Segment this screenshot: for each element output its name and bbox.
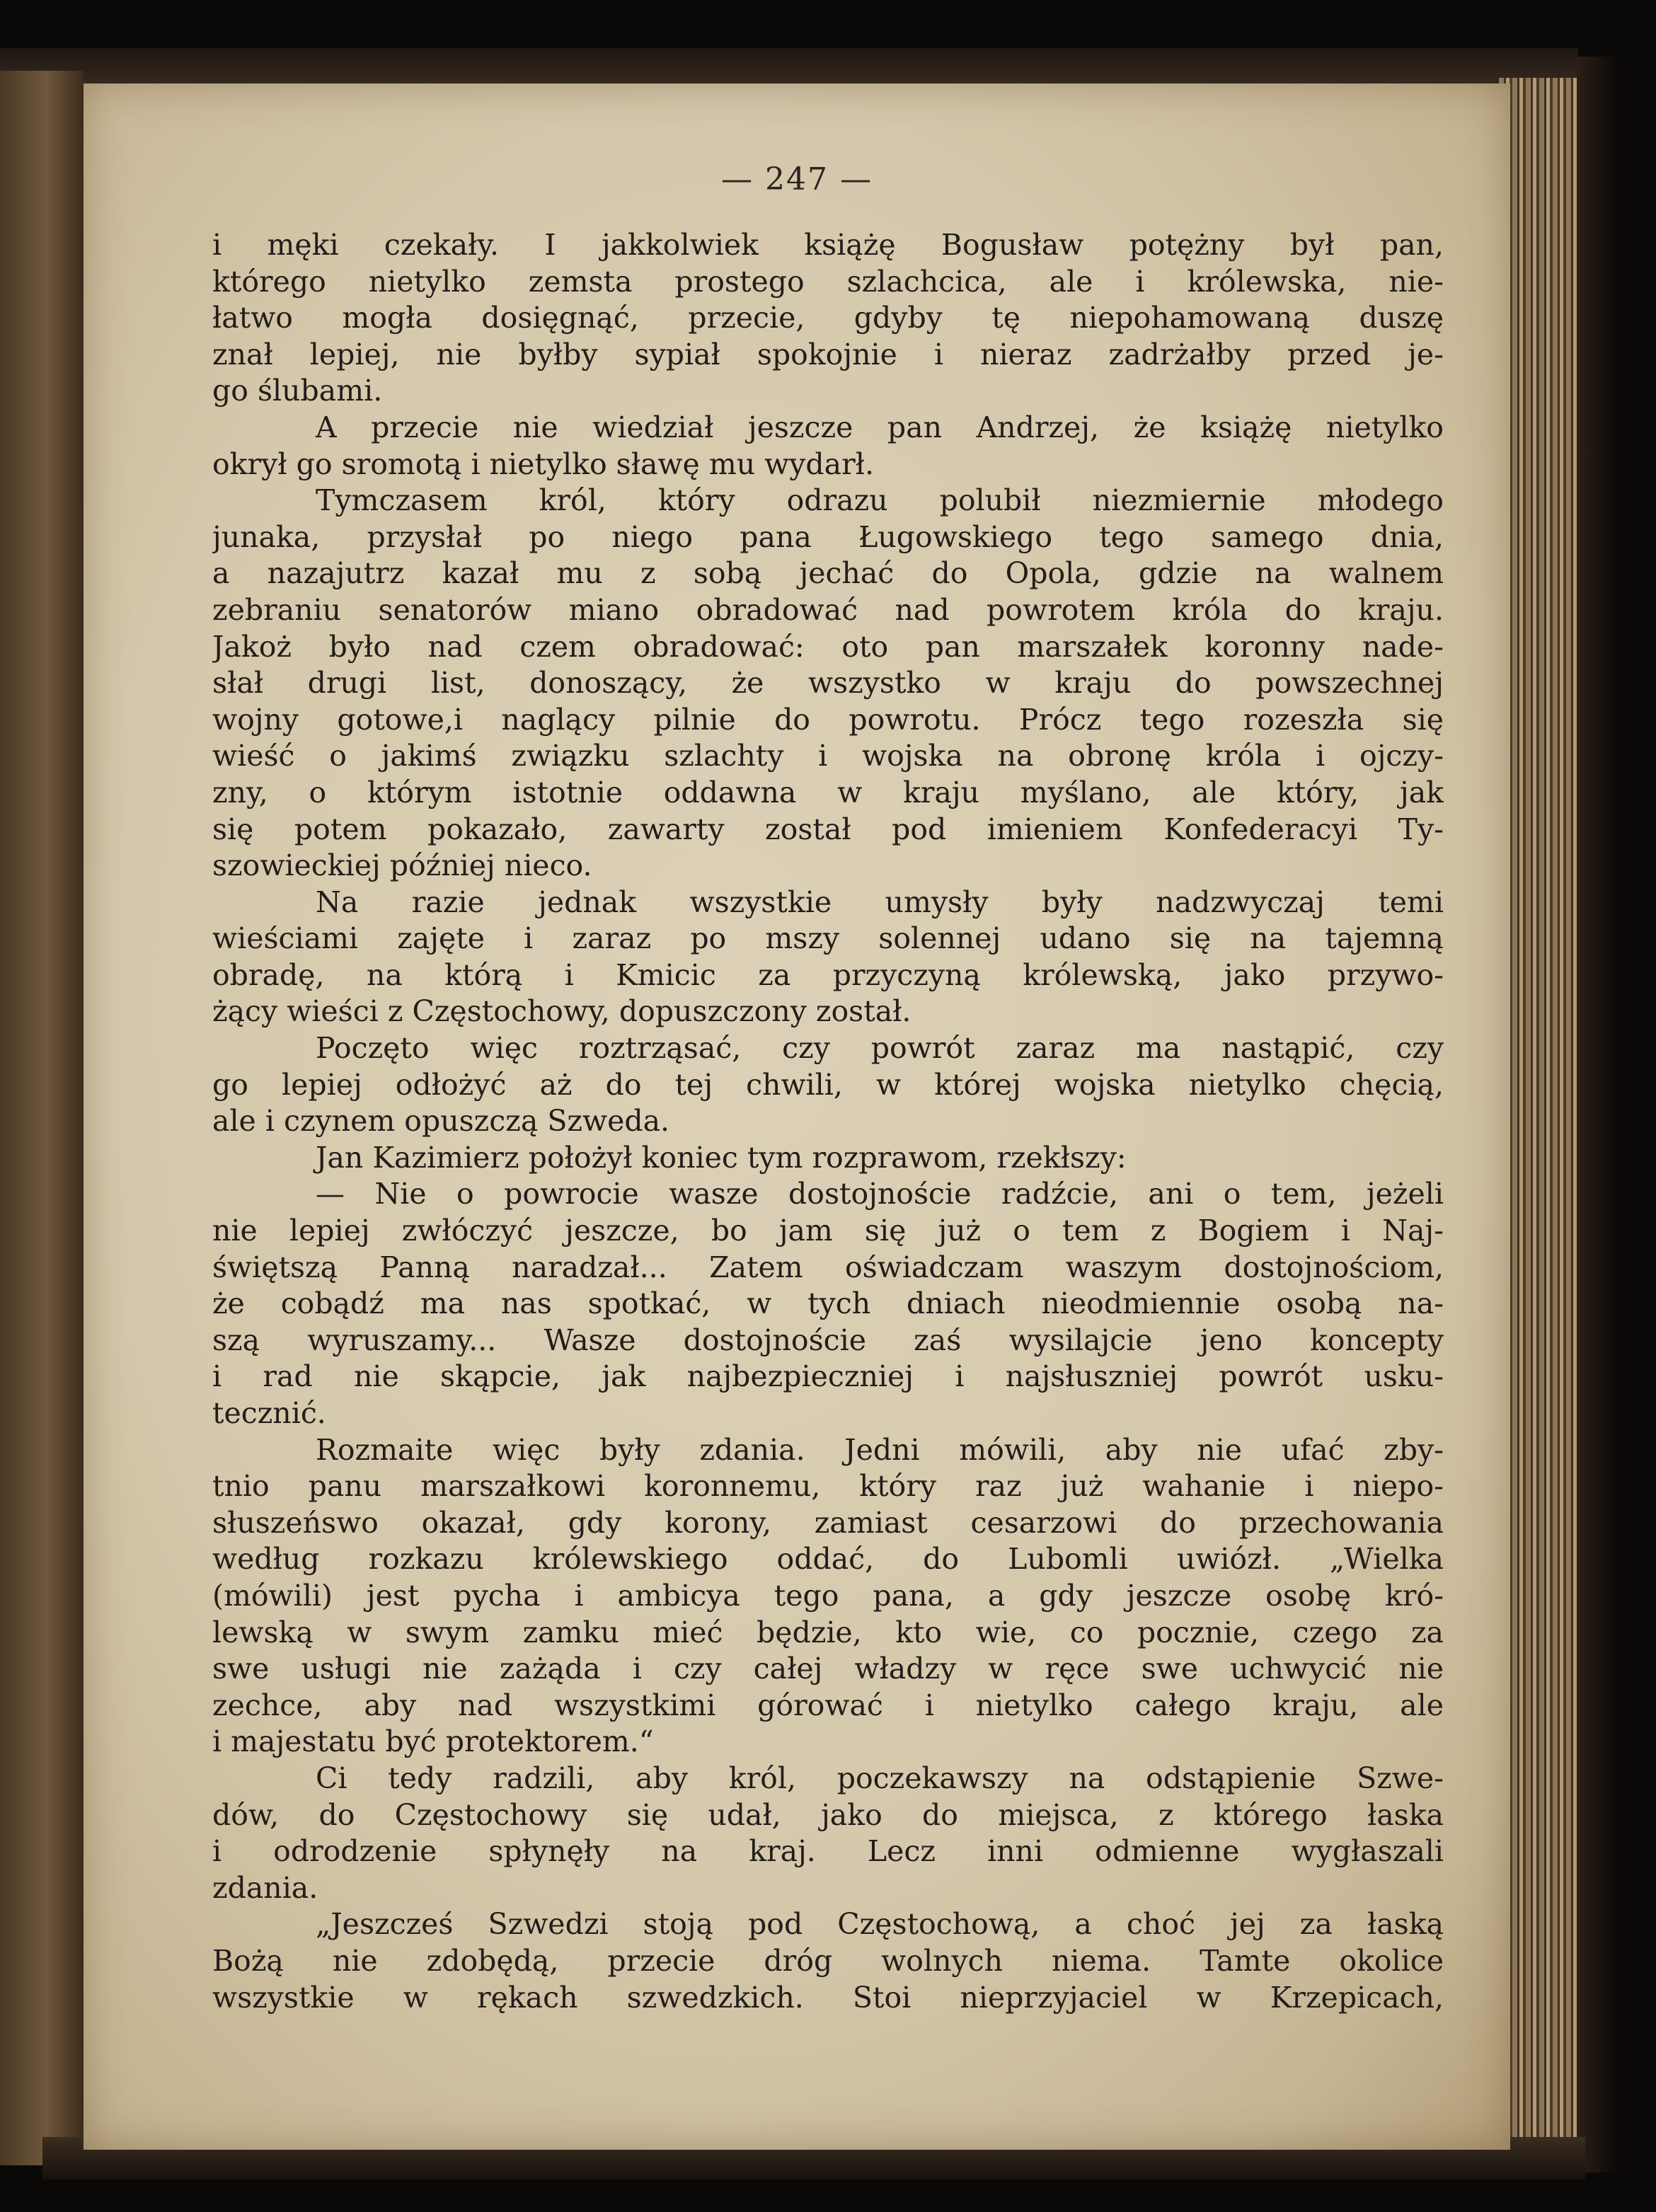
text-line: go lepiej odłożyć aż do tej chwili, w której wojska nietylko chęcią, — [212, 1067, 1444, 1102]
text-line: wojny gotowe,i naglący pilnie do powrotu. Prócz tego rozeszła się — [212, 702, 1444, 737]
text-line: i odrodzenie spłynęły na kraj. Lecz inni odmienne wygłaszali — [212, 1834, 1444, 1869]
page-number: — 247 — — [721, 161, 873, 197]
text-line: Rozmaite więc były zdania. Jedni mówili, aby nie ufać zby- — [316, 1432, 1444, 1467]
text-line: dów, do Częstochowy się udał, jako do miejsca, z którego łaska — [212, 1797, 1444, 1832]
page-stack-edges — [1499, 78, 1577, 2158]
text-line: łatwo mogła dosięgnąć, przecie, gdyby tę niepohamowaną duszę — [212, 301, 1444, 335]
text-line: okrył go sromotą i nietylko sławę mu wydarł. — [212, 447, 875, 481]
binding-shadow — [1577, 57, 1619, 2172]
text-line: „Jeszcześ Szwedzi stoją pod Częstochową, a choć jej za łaską — [316, 1907, 1444, 1942]
text-line: Bożą nie zdobędą, przecie dróg wolnych niema. Tamte okolice — [212, 1943, 1444, 1978]
text-line: A przecie nie wiedział jeszcze pan Andrzej, że książę nietylko — [316, 410, 1444, 444]
text-line: junaka, przysłał po niego pana Ługowskiego tego samego dnia, — [212, 519, 1444, 554]
text-line: Jakoż było nad czem obradować: oto pan marszałek koronny nade- — [212, 629, 1444, 664]
text-line: swe usługi nie zażąda i czy całej władzy w ręce swe uchwycić nie — [212, 1652, 1444, 1686]
text-line: szą wyruszamy... Wasze dostojnoście zaś wysilajcie jeno koncepty — [212, 1323, 1444, 1357]
text-line: tnio panu marszałkowi koronnemu, który raz już wahanie i niepo- — [212, 1469, 1444, 1504]
text-line: świętszą Panną naradzał... Zatem oświadczam waszym dostojnościom, — [212, 1250, 1444, 1284]
text-line: obradę, na którą i Kmicic za przyczyną królewską, jako przywo- — [212, 957, 1444, 992]
text-line: Na razie jednak wszystkie umysły były nadzwyczaj temi — [316, 885, 1444, 919]
text-line: wieść o jakimś związku szlachty i wojska na obronę króla i ojczy- — [212, 739, 1444, 773]
text-line: Poczęto więc roztrząsać, czy powrót zaraz ma nastąpić, czy — [316, 1031, 1444, 1066]
text-line: a nazajutrz kazał mu z sobą jechać do Opola, gdzie na walnem — [212, 556, 1444, 591]
text-line: znał lepiej, nie byłby sypiał spokojnie i nieraz zadrżałby przed je- — [212, 337, 1444, 371]
text-line: zebraniu senatorów miano obradować nad powrotem króla do kraju. — [212, 592, 1444, 627]
text-line: którego nietylko zemsta prostego szlachcica, ale i królewska, nie- — [212, 264, 1444, 299]
text-line: wszystkie w rękach szwedzkich. Stoi nieprzyjaciel w Krzepicach, — [212, 1980, 1444, 2015]
text-line: Ci tedy radzili, aby król, poczekawszy na odstąpienie Szwe- — [316, 1761, 1444, 1795]
text-line: słuszeńswo okazał, gdy korony, zamiast cesarzowi do przechowania — [212, 1505, 1444, 1540]
text-line: (mówili) jest pycha i ambicya tego pana, a gdy jeszcze osobę kró- — [212, 1578, 1444, 1613]
text-line: nie lepiej zwłóczyć jeszcze, bo jam się już o tem z Bogiem i Naj- — [212, 1214, 1444, 1248]
text-block — [212, 227, 1444, 2016]
text-line: i męki czekały. I jakkolwiek książę Bogusław potężny był pan, — [212, 228, 1444, 262]
text-line: i rad nie skąpcie, jak najbezpieczniej i najsłuszniej powrót usku- — [212, 1359, 1444, 1394]
left-page-edge — [0, 71, 84, 2165]
book-page — [84, 83, 1510, 2150]
text-line: słał drugi list, donoszący, że wszystko w kraju do powszechnej — [212, 666, 1444, 701]
text-line: go ślubami. — [212, 374, 383, 408]
text-line: Jan Kazimierz położył koniec tym rozprawom, rzekłszy: — [316, 1140, 1127, 1175]
text-line: że cobądź ma nas spotkać, w tych dniach nieodmiennie osobą na- — [212, 1286, 1444, 1321]
text-line: szowieckiej później nieco. — [212, 848, 592, 883]
text-line: zdania. — [212, 1870, 318, 1905]
text-line: — Nie o powrocie wasze dostojnoście radźcie, ani o tem, jeżeli — [316, 1177, 1444, 1211]
text-line: wieściami zajęte i zaraz po mszy solennej udano się na tajemną — [212, 921, 1444, 956]
text-line: tecznić. — [212, 1396, 326, 1430]
text-line: według rozkazu królewskiego oddać, do Lubomli uwiózł. „Wielka — [212, 1542, 1444, 1577]
text-line: się potem pokazało, zawarty został pod imieniem Konfederacyi Ty- — [212, 812, 1444, 846]
text-line: ale i czynem opuszczą Szweda. — [212, 1104, 670, 1139]
text-line: zny, o którym istotnie oddawna w kraju myślano, ale który, jak — [212, 775, 1444, 810]
text-line: zechce, aby nad wszystkimi górować i nietylko całego kraju, ale — [212, 1688, 1444, 1722]
text-line: Tymczasem król, który odrazu polubił niezmiernie młodego — [316, 483, 1444, 518]
text-line: lewską w swym zamku mieć będzie, kto wie, co pocznie, czego za — [212, 1615, 1444, 1649]
text-line: żący wieści z Częstochowy, dopuszczony został. — [212, 994, 912, 1029]
text-line: i majestatu być protektorem.“ — [212, 1724, 654, 1759]
